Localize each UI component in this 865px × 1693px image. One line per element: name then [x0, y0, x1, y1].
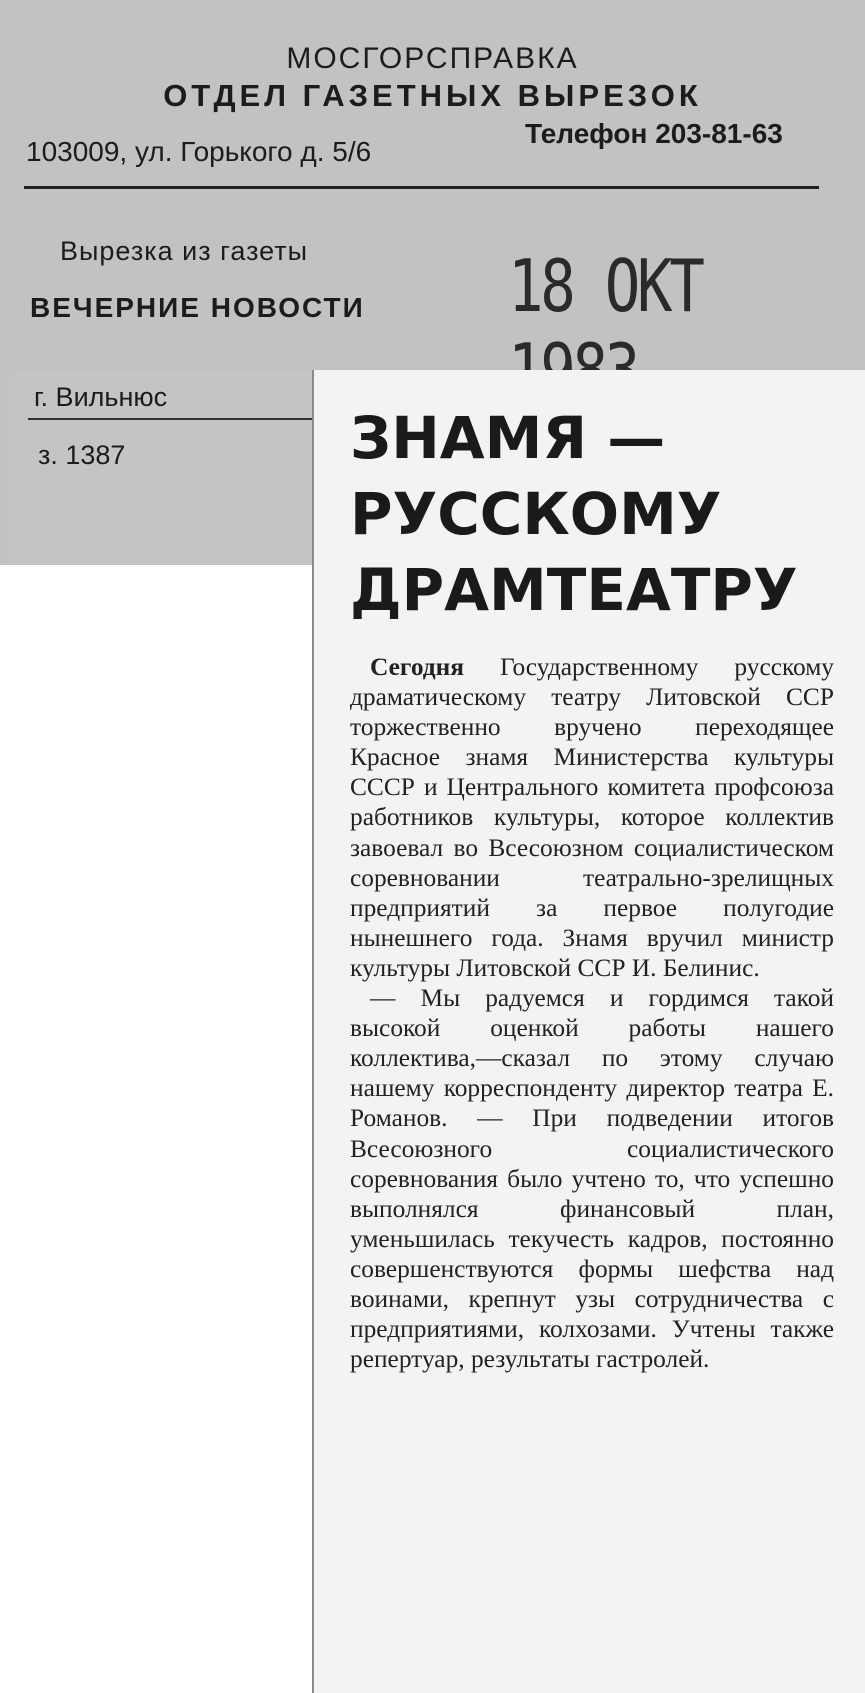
article-paragraph: — Мы радуемся и гордимся такой высокой оценкой работы нашего коллектива,—сказал по этому случаю нашему корреспонденту директор театра Е. Романов. — При подведении итогов Всесоюзного социалистического соревнования было учтено то, что успешно выполнялся финансовый план, уменьшилась текучесть кадров, постоянно совершенствуются формы шефства над воинами, крепнут узы сотрудничества с предприятиями, колхозами. Учтены также репертуар, результаты гастролей.: [350, 984, 834, 1374]
date-stamp: 18 ОКТ: [508, 244, 702, 328]
article-body: [350, 652, 834, 1374]
headline-line: ЗНАМЯ —: [350, 404, 666, 472]
paragraph-text: Государственному русскому драматическому театру Литовской ССР торжественно вручено переходящее Красное знамя Министерства культуры СССР и Центрального комитета профсоюза работников культуры, которое коллектив завоевал во Всесоюзном социалистическом соревновании театрально-зрелищных предприятий за первое полугодие нынешнего года. Знамя вручил министр культуры Литовской ССР И. Белинис.: [350, 653, 834, 982]
bureau-phone: Телефон 203-81-63: [525, 118, 783, 149]
article-paragraph: [350, 652, 834, 983]
city-divider: [28, 418, 313, 420]
city-name: г. Вильнюс: [34, 382, 168, 412]
lead-word: Сегодня: [370, 653, 464, 681]
article-headline: [350, 400, 850, 628]
order-number: з. 1387: [38, 440, 126, 470]
newspaper-clipping: [312, 370, 865, 1693]
headline-line: ДРАМТЕАТРУ: [350, 556, 798, 624]
bureau-department: ОТДЕЛ ГАЗЕТНЫХ ВЫРЕЗОК: [163, 78, 702, 113]
bureau-address: 103009, ул. Горького д. 5/6: [26, 136, 372, 167]
header-divider: [24, 186, 819, 189]
newspaper-name: ВЕЧЕРНИЕ НОВОСТИ: [30, 292, 365, 323]
headline-line: РУССКОМУ: [350, 480, 722, 548]
clipping-label: Вырезка из газеты: [60, 236, 309, 266]
bureau-name: МОСГОРСПРАВКА: [286, 42, 579, 75]
